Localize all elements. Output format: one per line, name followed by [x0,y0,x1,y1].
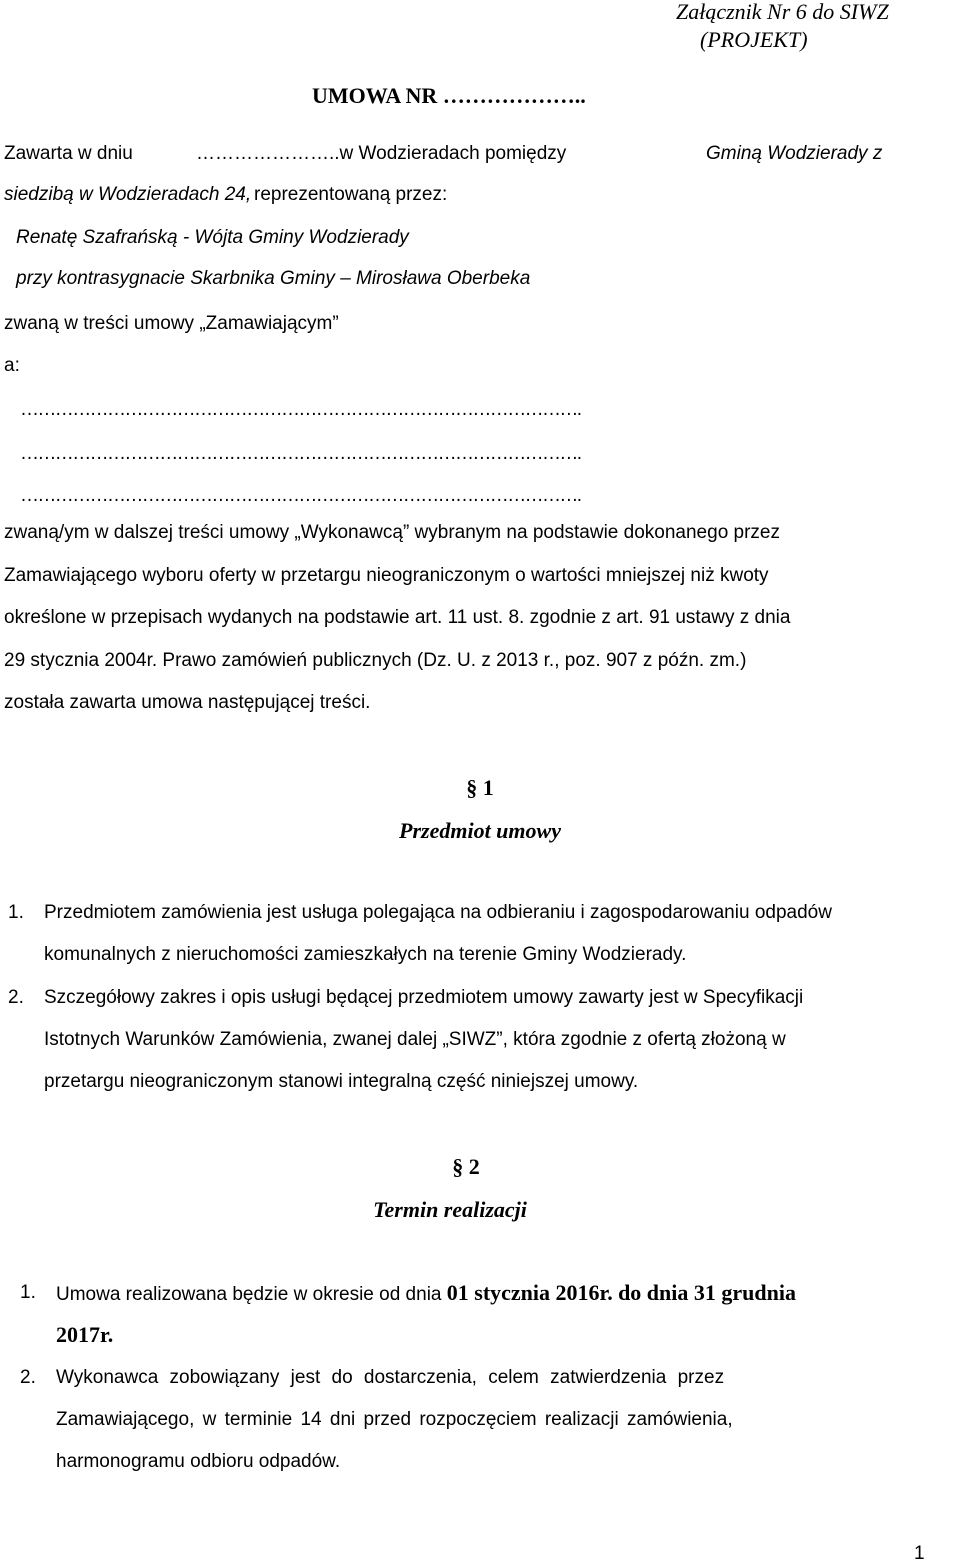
representative-1: Renatę Szafrańską - Wójta Gminy Wodzierady [16,227,409,248]
s2-end-date-b: 2017r. [56,1322,114,1347]
s1-item-2-line-2: Istotnych Warunków Zamówienia, zwanej dalej „SIWZ”, która zgodnie z ofertą złożoną w [44,1029,786,1050]
s1-item-2-line-1: Szczegółowy zakres i opis usługi będącej przedmiotem umowy zawarty jest w Specyfikacji [44,987,804,1008]
s1-item-2-number: 2. [8,987,24,1008]
s2-item-1-line-1 [56,1279,796,1309]
s2-item-2-line-2: Zamawiającego, w terminie 14 dni przed rozpoczęciem realizacji zamówienia, [56,1409,733,1430]
contractor-dotline-1: ……………………………………………………………………………………. [20,399,581,420]
s2-item-1-text: Umowa realizowana będzie w okresie od dnia [56,1284,442,1305]
s2-item-2-line-3: harmonogramu odbioru odpadów. [56,1451,341,1472]
s2-item-2-number: 2. [20,1367,36,1388]
s1-item-1-line-2: komunalnych z nieruchomości zamieszkałych na terenie Gminy Wodzierady. [44,944,687,965]
intro-line-5: została zawarta umowa następującej treści. [4,692,371,713]
municipality-name: Gminą Wodzierady z [706,143,883,164]
intro-line-3: określone w przepisach wydanych na podstawie art. 11 ust. 8. zgodnie z art. 91 ustawy z dnia [4,607,791,628]
concluded-text-2: …………………..w Wodzieradach pomiędzy [196,143,567,164]
s2-item-1-number: 1. [20,1282,36,1303]
intro-line-2: Zamawiającego wyboru oferty w przetargu nieograniczonym o wartości mniejszej niż kwoty [4,565,769,586]
concluded-text: Zawarta w dniu [4,143,133,164]
project-label: (PROJEKT) [700,27,808,52]
representative-2: przy kontrasygnacie Skarbnika Gminy – Mirosława Oberbeka [16,268,531,289]
section-1-mark: § 1 [466,775,494,800]
section-2-title: Termin realizacji [373,1197,527,1222]
section-1-title: Przedmiot umowy [399,818,561,843]
s2-start-date: 01 stycznia 2016r. [446,1280,613,1305]
contractor-dotline-2: ……………………………………………………………………………………. [20,443,581,464]
and-text: a: [4,355,20,376]
s2-item-2-line-1: Wykonawca zobowiązany jest do dostarczenia, celem zatwierdzenia przez [56,1367,725,1388]
contractor-dotline-3: ……………………………………………………………………………………. [20,485,581,506]
section-2-mark: § 2 [452,1154,480,1179]
intro-line-4: 29 stycznia 2004r. Prawo zamówień publicznych (Dz. U. z 2013 r., poz. 907 z późn. zm.) [4,650,747,671]
intro-line-1: zwaną/ym w dalszej treści umowy „Wykonawcą” wybranym na podstawie dokonanego przez [4,522,780,543]
represented-text: reprezentowaną przez: [254,184,448,205]
s1-item-2-line-3: przetargu nieograniczonym stanowi integralną część niniejszej umowy. [44,1071,639,1092]
s1-item-1-number: 1. [8,902,24,923]
seat-text: siedzibą w Wodzieradach 24, [4,184,252,205]
page-number: 1 [914,1543,925,1564]
called-text: zwaną w treści umowy „Zamawiającym” [4,313,339,334]
s2-end-date-a: do dnia 31 grudnia [618,1280,796,1305]
s1-item-1-line-1: Przedmiotem zamówienia jest usługa polegająca na odbieraniu i zagospodarowaniu odpadów [44,902,832,923]
annex-label: Załącznik Nr 6 do SIWZ [676,0,889,24]
contract-title: UMOWA NR ……………….. [312,83,586,108]
